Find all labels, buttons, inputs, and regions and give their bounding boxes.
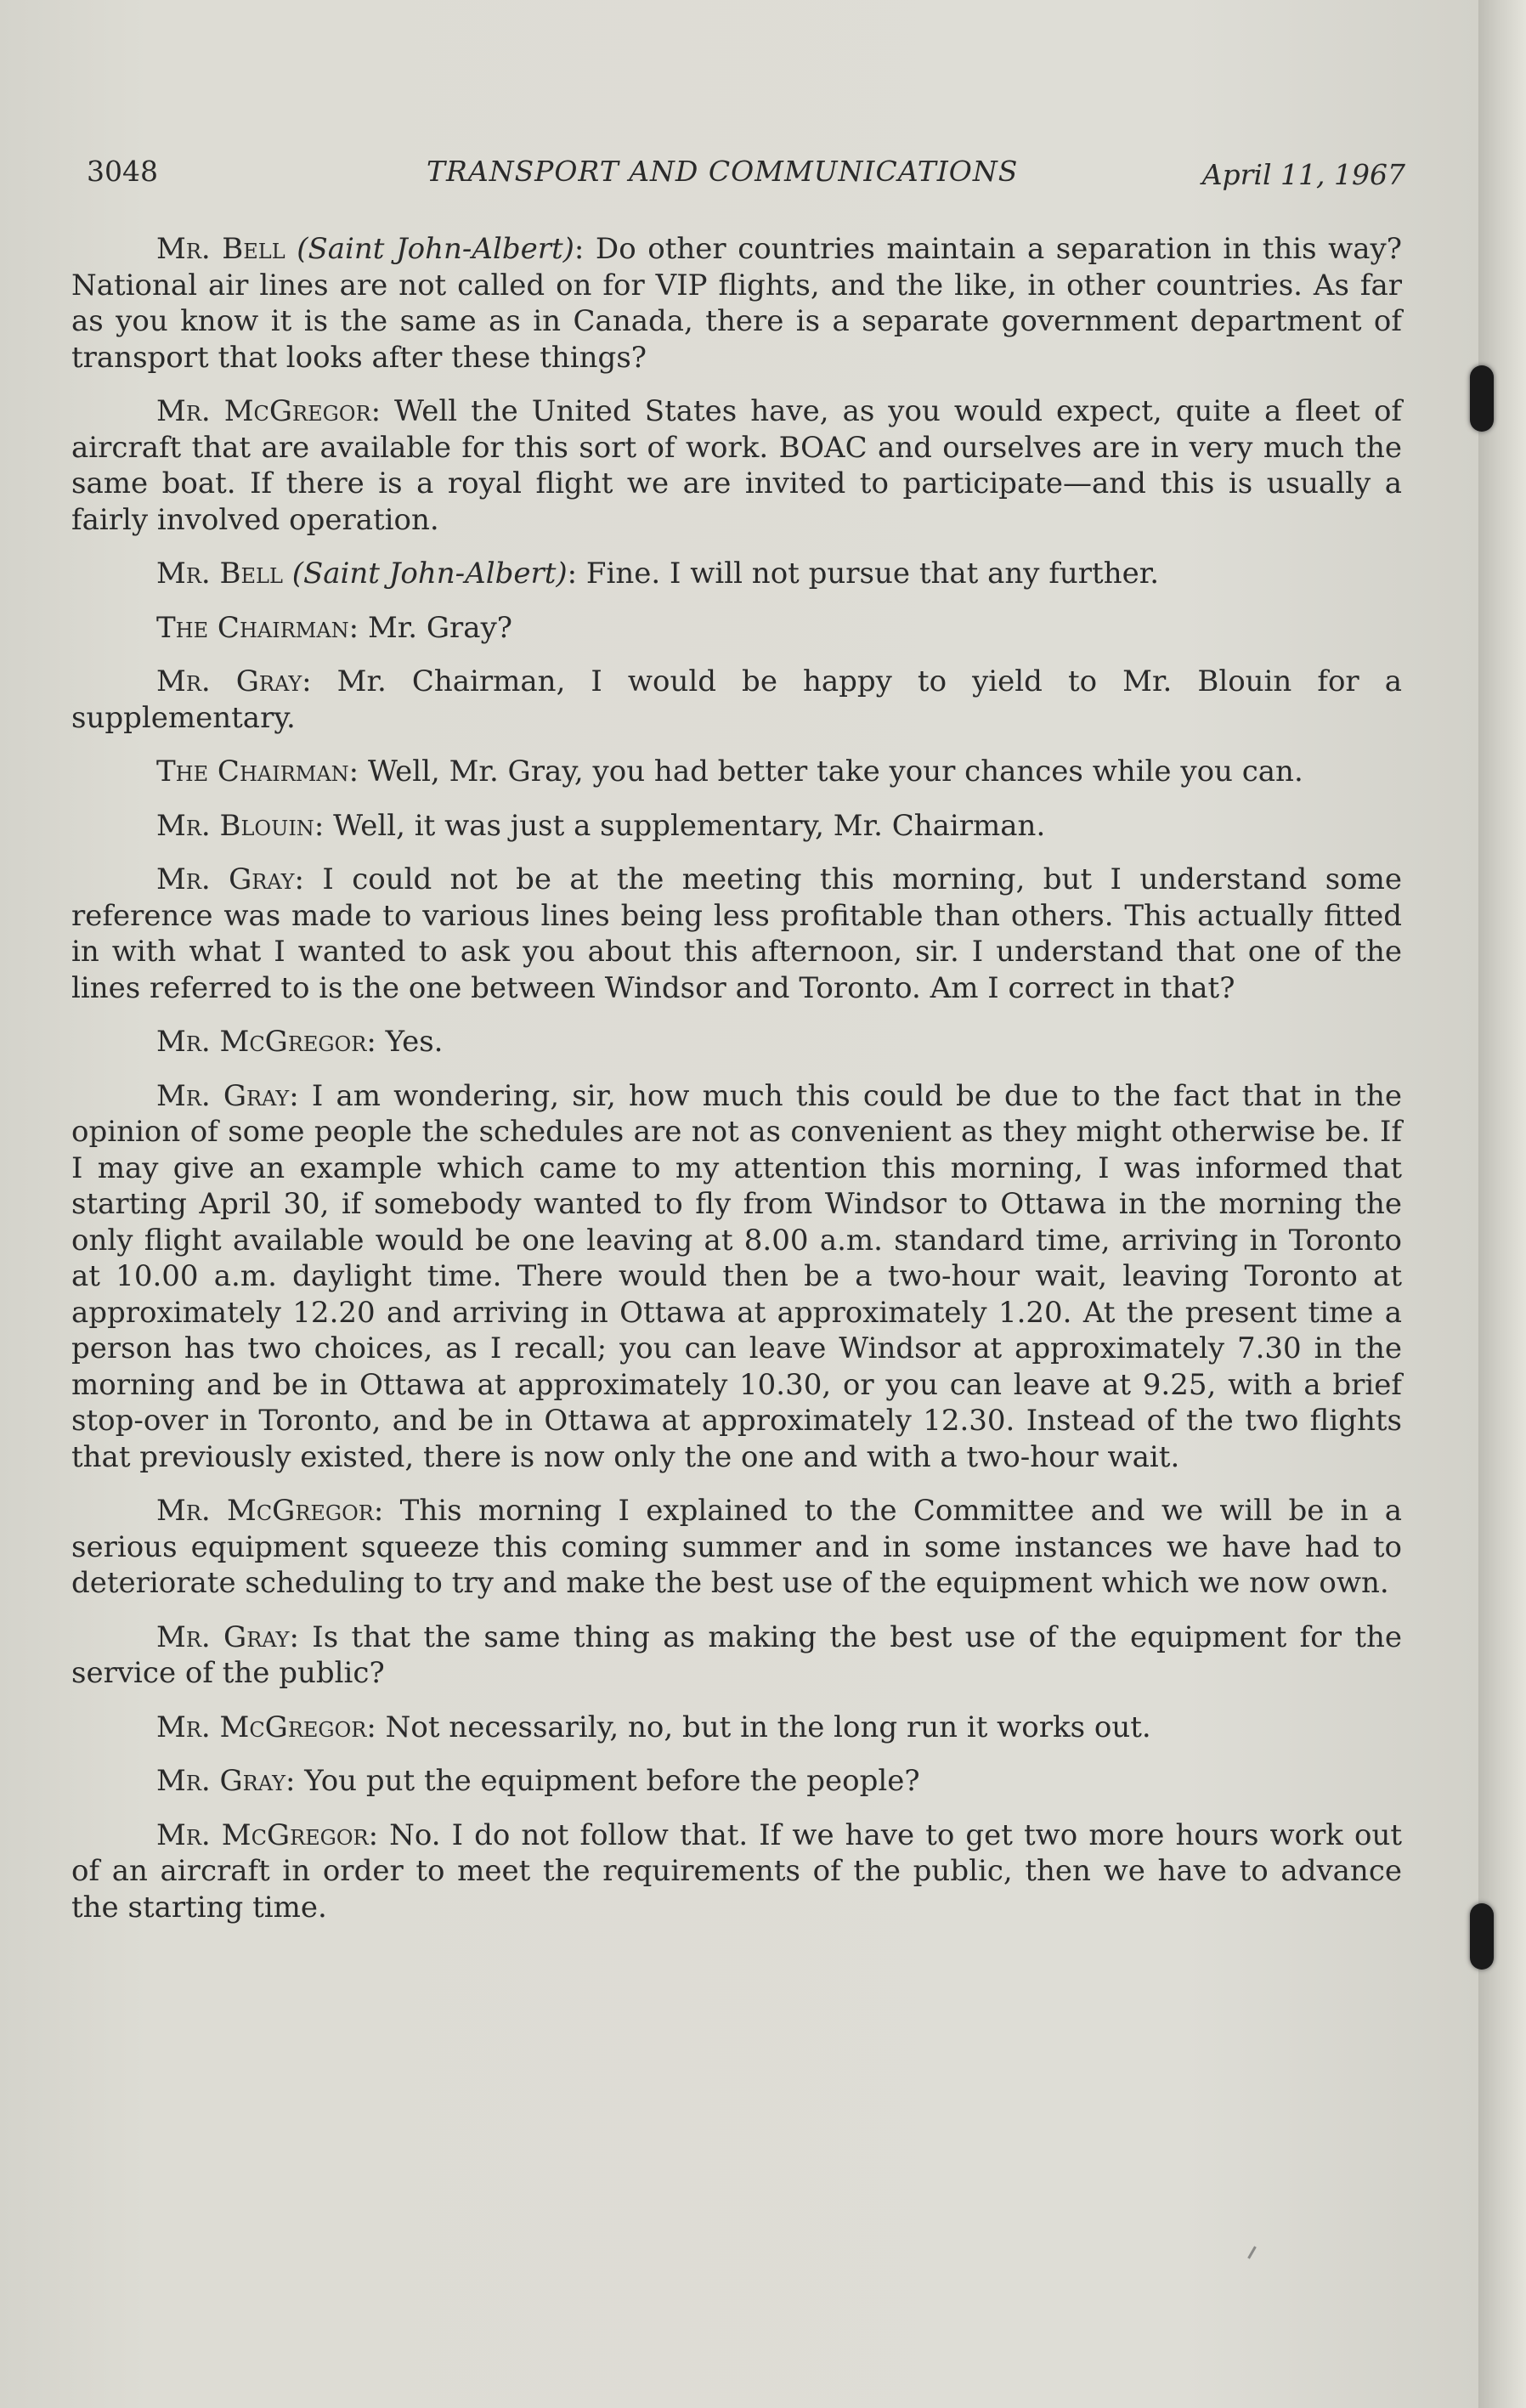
speaker-name: Mr. Bell — [156, 557, 283, 591]
speaker-colon: : — [285, 1764, 296, 1798]
transcript-paragraph — [71, 231, 1402, 376]
binder-hole-bottom — [1470, 1903, 1494, 1970]
paragraph-text: Do other countries maintain a separation in this way? National air lines are not called on for VIP flights, and the like, in other countries. As far as you know it is the same as in Canada, there is a separate government department of transport that looks after these things? — [71, 232, 1402, 375]
running-title: TRANSPORT AND COMMUNICATIONS — [427, 155, 1019, 188]
paragraph-text: Is that the same thing as making the best use of the equipment for the service of the public? — [71, 1619, 1402, 1690]
transcript-paragraph — [71, 393, 1402, 538]
speaker-name: Mr. Gray — [156, 1764, 285, 1798]
transcript-paragraph — [71, 808, 1402, 845]
paragraph-text: Not necessarily, no, but in the long run it works out. — [376, 1710, 1151, 1744]
speaker-name: Mr. McGregor — [156, 1710, 367, 1744]
page-number: 3048 — [87, 155, 158, 188]
page-edge — [1478, 0, 1526, 2408]
speaker-colon: : — [366, 1025, 376, 1059]
transcript-paragraph — [71, 754, 1402, 790]
paragraph-text: Mr. Gray? — [359, 610, 513, 645]
speaker-name: The Chairman — [156, 610, 349, 645]
page-header — [87, 155, 1405, 197]
header-date: April 11, 1967 — [1201, 158, 1405, 191]
transcript-paragraph — [71, 1763, 1402, 1800]
transcript-paragraph — [71, 610, 1402, 647]
paragraph-text: Yes. — [376, 1025, 444, 1059]
speaker-colon: : — [289, 1078, 299, 1113]
transcript-paragraph — [71, 1817, 1402, 1926]
speaker-colon: : — [348, 610, 359, 645]
speaker-name: Mr. McGregor — [156, 394, 371, 428]
speaker-colon: : — [366, 1710, 376, 1744]
transcript-paragraph — [71, 1710, 1402, 1746]
speaker-colon: : — [302, 664, 312, 698]
binder-hole-top — [1470, 365, 1494, 432]
speaker-name: Mr. Gray — [156, 664, 302, 698]
paragraph-text: Well, Mr. Gray, you had better take your chances while you can. — [359, 755, 1303, 789]
speaker-name: Mr. Gray — [156, 1619, 290, 1654]
speaker-name: Mr. McGregor — [156, 1025, 367, 1059]
paragraph-text: Fine. I will not pursue that any further. — [577, 557, 1160, 591]
transcript-paragraph — [71, 862, 1402, 1006]
speaker-colon: : — [294, 862, 304, 896]
speaker-colon: : — [368, 1817, 379, 1852]
speaker-name: Mr. Gray — [156, 1078, 290, 1113]
transcript-paragraph — [71, 1024, 1402, 1060]
speaker-riding: (Saint John-Albert) — [291, 557, 568, 591]
speaker-colon: : — [373, 1494, 384, 1528]
transcript-paragraph — [71, 664, 1402, 736]
transcript-body — [71, 231, 1402, 1943]
speaker-name: The Chairman — [156, 755, 349, 789]
transcript-paragraph — [71, 1493, 1402, 1602]
speaker-name: Mr. Blouin — [156, 808, 314, 843]
paragraph-text: No. I do not follow that. If we have to get two more hours work out of an aircraft in order to meet the requirements of the public, then we have to advance the starting time. — [71, 1817, 1403, 1925]
speaker-colon: : — [574, 232, 585, 266]
transcript-paragraph — [71, 1078, 1402, 1476]
speaker-colon: : — [314, 808, 325, 843]
speaker-colon: : — [348, 755, 359, 789]
speaker-colon: : — [370, 394, 382, 428]
paragraph-text: Well, it was just a supplementary, Mr. Chairman. — [324, 808, 1046, 843]
paragraph-text: I could not be at the meeting this morning, but I understand some reference was made to various lines being less profitable than others. This actually fitted in with what I wanted to ask you about this afternoon, sir. I understand that one of the lines referred to is the one between Windsor and Toronto. Am I correct in that? — [71, 862, 1402, 1005]
transcript-paragraph — [71, 1619, 1402, 1692]
paragraph-text: I am wondering, sir, how much this could be due to the fact that in the opinion of some people the schedules are not as convenient as they might otherwise be. If I may give an example which came to my attention this morning, I was informed that starting April 30, if somebody wanted to fly from Windsor to Ottawa in the morning the only flight available would be one leaving at 8.00 a.m. standard time, arriving in Toronto at 10.00 a.m. daylight time. There would then be a two-hour wait, leaving Toronto at approximately 12.20 and arriving in Ottawa at approximately 1.20. At the present time a person has two choices, as I recall; you can leave Windsor at approximately 7.30 in the morning and be in Ottawa at approximately 10.30, or you can leave at 9.25, with a brief stop-over in Toronto, and be in Ottawa at approximately 12.30. Instead of the two flights that previously existed, there is now only the one and with a two-hour wait. — [71, 1078, 1402, 1474]
speaker-riding: (Saint John-Albert) — [297, 232, 574, 266]
speaker-name: Mr. Gray — [156, 862, 295, 896]
speaker-name: Mr. McGregor — [156, 1494, 374, 1528]
paragraph-text: Well the United States have, as you would expect, quite a fleet of aircraft that are available for this sort of work. BOAC and ourselves are in very much the same boat. If there is a royal flight we are invited to participate—and this is usually a fairly involved operation. — [71, 394, 1403, 537]
speaker-name: Mr. McGregor — [156, 1817, 369, 1852]
transcript-paragraph — [71, 556, 1402, 592]
speaker-colon: : — [567, 557, 578, 591]
paragraph-text: This morning I explained to the Committee and we will be in a serious equipment squeeze this coming summer and in some instances we have had to deteriorate scheduling to try and make the best use of the equipment which we now own. — [71, 1494, 1403, 1600]
speaker-name: Mr. Bell — [156, 232, 285, 266]
paragraph-text: You put the equipment before the people? — [295, 1764, 920, 1798]
speaker-colon: : — [289, 1619, 299, 1654]
paragraph-text: Mr. Chairman, I would be happy to yield to Mr. Blouin for a supplementary. — [71, 664, 1402, 735]
